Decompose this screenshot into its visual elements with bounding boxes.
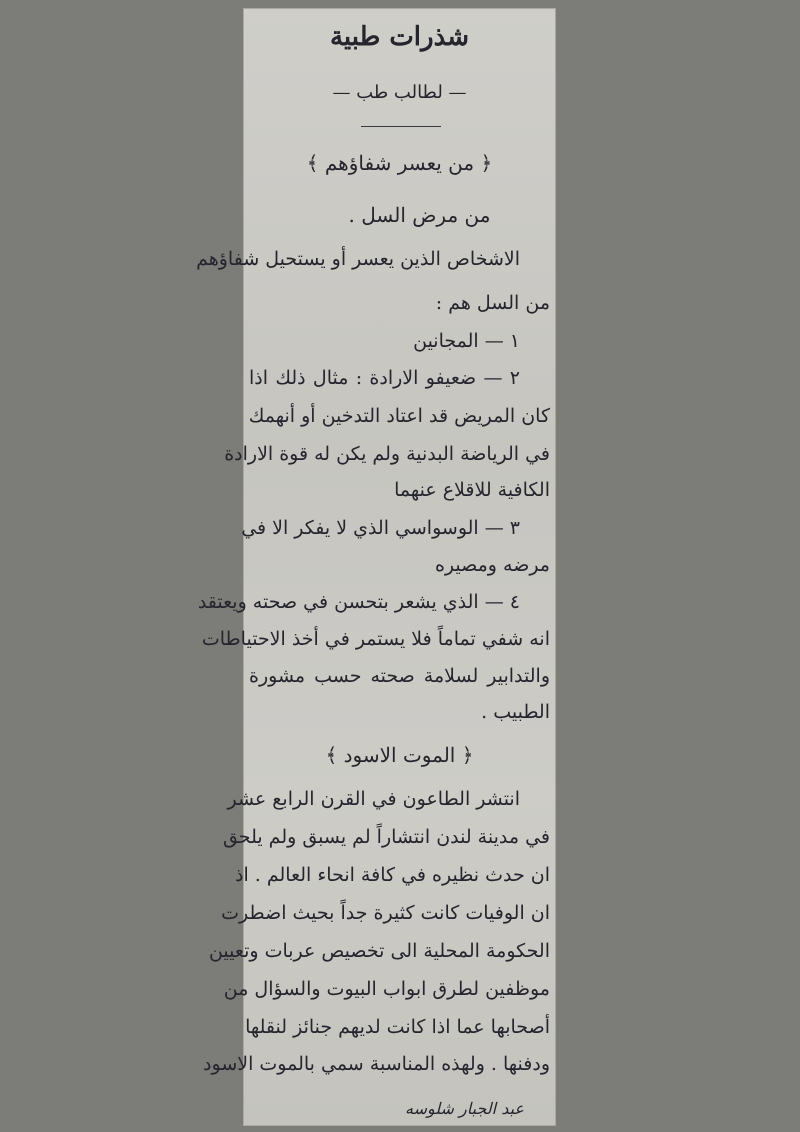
section1-line: الكافية للاقلاع عنهما — [394, 479, 550, 501]
section1-line: ١ — المجانين — [413, 330, 520, 352]
section2-line: ان حدث نظيره في كافة انحاء العالم . اذ — [234, 864, 550, 886]
section2-line: في مدينة لندن انتشاراً لم يسبق ولم يلحق — [222, 826, 550, 848]
section1-line: ٤ — الذي يشعر بتحسن في صحته ويعتقد — [197, 591, 520, 613]
section1-subheading: من مرض السل . — [348, 203, 491, 227]
section1-line: الاشخاص الذين يعسر أو يستحيل شفاؤهم — [196, 248, 520, 270]
newspaper-clipping — [196, 8, 556, 1126]
section1-line: انه شفي تماماً فلا يستمر في أخذ الاحتياطات — [201, 628, 550, 650]
article-byline: — لطالب طب — — [332, 82, 467, 103]
author-signature: عبد الجبار شلوسه — [405, 1099, 524, 1118]
section1-line: مرضه ومصيره — [434, 554, 550, 576]
article-title: شذرات طبية — [329, 22, 470, 52]
section2-line: انتشر الطاعون في القرن الرابع عشر — [227, 788, 520, 810]
section1-line: الطبيب . — [481, 701, 550, 723]
section1-line: ٢ — ضعيفو الارادة : مثال ذلك اذا — [249, 367, 520, 389]
section2-heading: ﴿ الموت الاسود ﴾ — [325, 743, 474, 767]
section2-line: أصحابها عما اذا كانت لديهم جنائز لنقلها — [245, 1016, 550, 1038]
section1-line: من السل هم : — [435, 292, 550, 314]
section2-line: ان الوفيات كانت كثيرة جداً بحيث اضطرت — [221, 902, 550, 924]
title-divider — [361, 126, 441, 127]
section1-line: في الرياضة البدنية ولم يكن له قوة الارادة — [224, 443, 550, 465]
section1-line: كان المريض قد اعتاد التدخين أو أنهمك — [248, 405, 550, 427]
section2-line: موظفين لطرق ابواب البيوت والسؤال من — [223, 978, 550, 1000]
section1-heading: ﴿ من يعسر شفاؤهم ﴾ — [306, 151, 493, 175]
section2-line: الحكومة المحلية الى تخصيص عربات وتعيين — [208, 940, 550, 962]
section1-line: ٣ — الوسواسي الذي لا يفكر الا في — [241, 517, 520, 539]
section2-line: ودفنها . ولهذه المناسبة سمي بالموت الاسود — [203, 1053, 550, 1075]
section1-line: والتدابير لسلامة صحته حسب مشورة — [249, 665, 550, 687]
